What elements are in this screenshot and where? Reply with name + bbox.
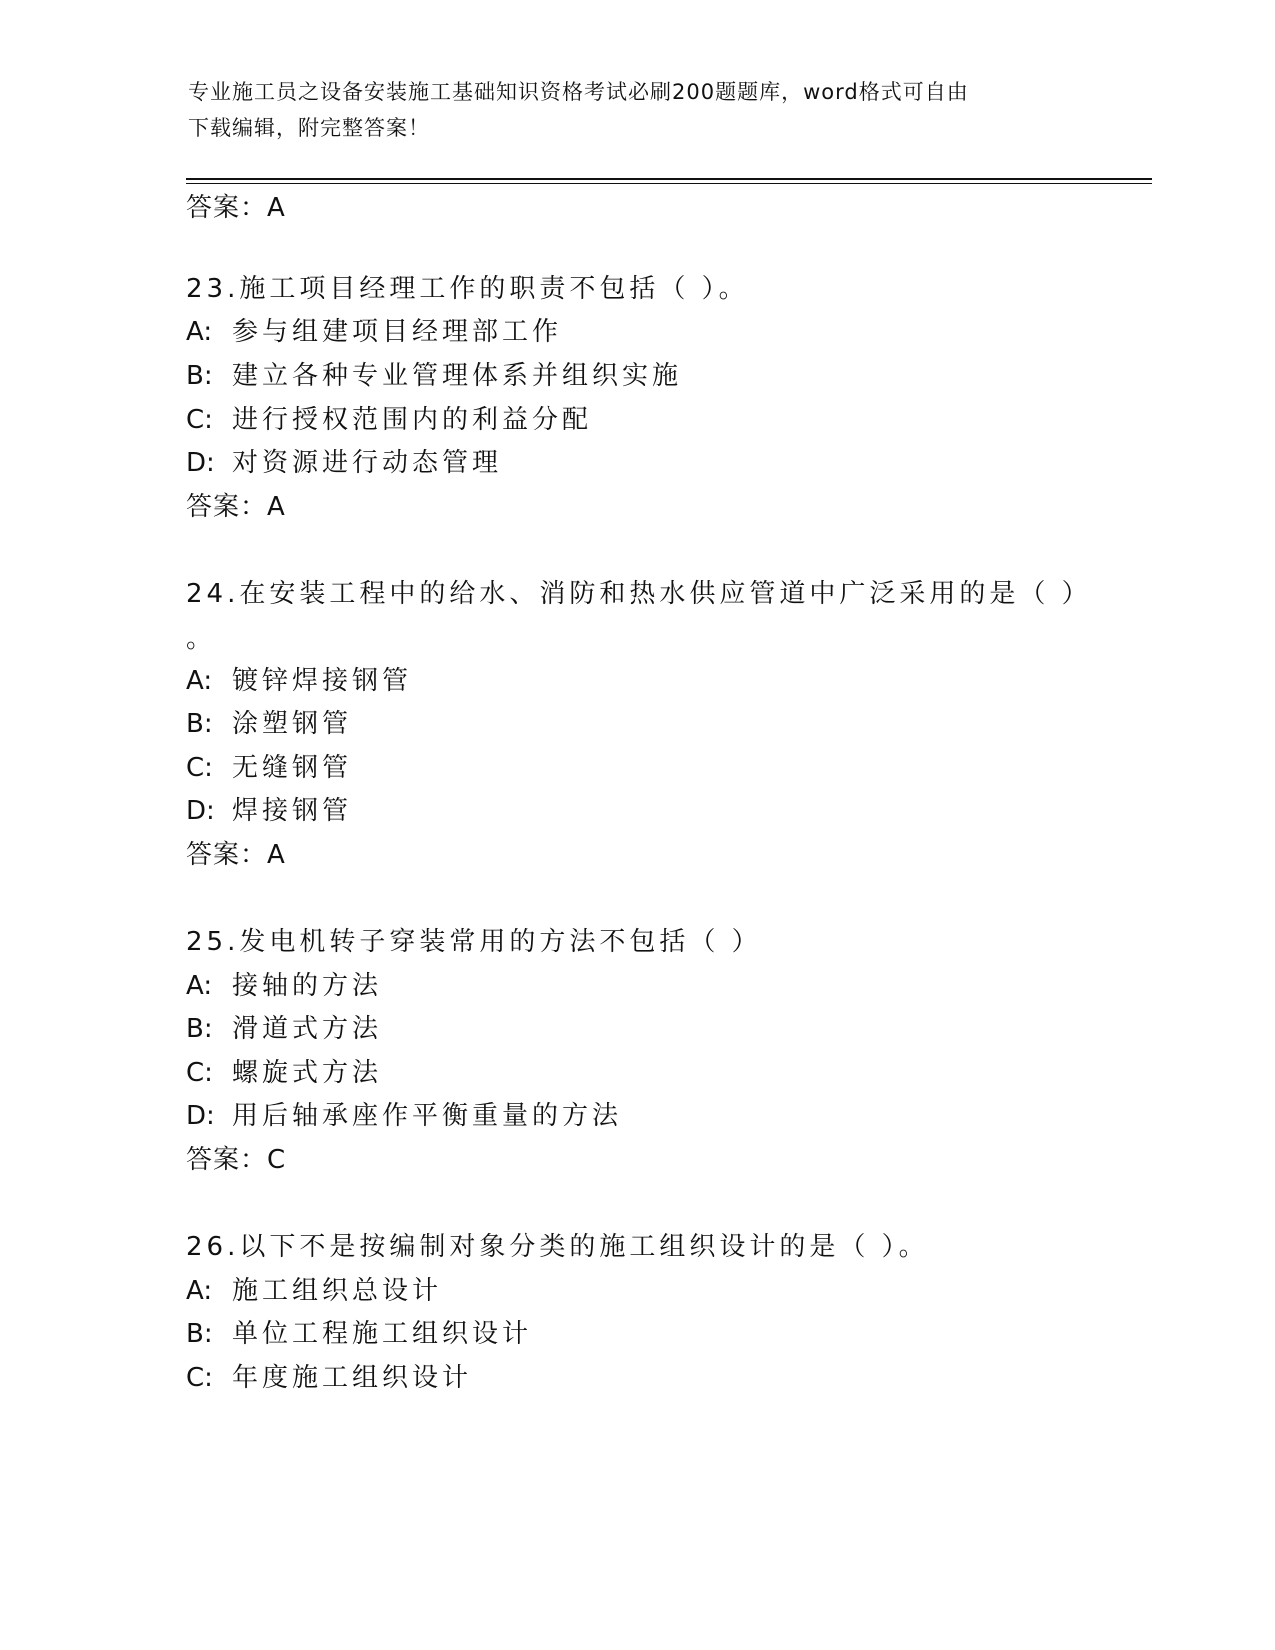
- option-text: 单位工程施工组织设计: [232, 1319, 533, 1349]
- question-23-option-c: [186, 400, 592, 440]
- question-23-option-a: [186, 312, 562, 352]
- option-text: 接轴的方法: [232, 971, 383, 1001]
- question-23-answer: 答案：A: [186, 492, 286, 522]
- option-text: 螺旋式方法: [232, 1058, 383, 1088]
- option-key: B:: [186, 1319, 213, 1349]
- header-line-2: 下载编辑，附完整答案！: [188, 116, 430, 140]
- option-key: C:: [186, 1058, 213, 1088]
- question-23-option-b: [186, 356, 682, 396]
- option-key: A:: [186, 1276, 213, 1306]
- question-25-option-b: [186, 1009, 382, 1049]
- question-25-option-c: [186, 1053, 382, 1093]
- option-text: 用后轴承座作平衡重量的方法: [232, 1101, 623, 1131]
- question-25-option-a: [186, 966, 382, 1006]
- option-key: C:: [186, 405, 213, 435]
- question-23-stem: 23.施工项目经理工作的职责不包括（ ）。: [186, 274, 749, 304]
- question-24-stem-continuation: 。: [186, 624, 217, 654]
- question-26-option-c: [186, 1358, 472, 1398]
- question-26-option-a: [186, 1271, 442, 1311]
- question-26-option-b: [186, 1314, 532, 1354]
- option-text: 无缝钢管: [232, 753, 353, 783]
- option-key: D:: [186, 796, 215, 826]
- option-text: 年度施工组织设计: [232, 1363, 473, 1393]
- option-text: 涂塑钢管: [232, 709, 353, 739]
- option-key: C:: [186, 1363, 213, 1393]
- option-key: D:: [186, 448, 215, 478]
- question-24-answer: 答案：A: [186, 840, 286, 870]
- option-text: 镀锌焊接钢管: [232, 666, 413, 696]
- option-key: C:: [186, 753, 213, 783]
- header-divider-thick: [186, 178, 1152, 180]
- question-24-option-a: [186, 661, 412, 701]
- question-25-stem: 25.发电机转子穿装常用的方法不包括（ ）: [186, 927, 762, 957]
- option-text: 滑道式方法: [232, 1014, 383, 1044]
- option-key: A:: [186, 971, 213, 1001]
- question-24-stem: 24.在安装工程中的给水、消防和热水供应管道中广泛采用的是（ ）: [186, 579, 1092, 609]
- option-key: B:: [186, 1014, 213, 1044]
- option-key: B:: [186, 709, 213, 739]
- option-key: A:: [186, 317, 213, 347]
- header-divider-thin: [186, 183, 1152, 184]
- option-key: A:: [186, 666, 213, 696]
- question-24-option-c: [186, 748, 352, 788]
- question-24-option-d: [186, 791, 352, 831]
- question-23-option-d: [186, 443, 502, 483]
- question-25-answer: 答案：C: [186, 1145, 287, 1175]
- option-text: 进行授权范围内的利益分配: [232, 405, 593, 435]
- question-26-stem: 26.以下不是按编制对象分类的施工组织设计的是（ ）。: [186, 1232, 929, 1262]
- previous-answer: 答案：A: [186, 193, 286, 223]
- option-text: 建立各种专业管理体系并组织实施: [232, 361, 683, 391]
- option-text: 焊接钢管: [232, 796, 353, 826]
- option-text: 对资源进行动态管理: [232, 448, 503, 478]
- document-header: [188, 74, 1088, 146]
- question-25-option-d: [186, 1096, 622, 1136]
- question-24-option-b: [186, 704, 352, 744]
- option-key: D:: [186, 1101, 215, 1131]
- option-text: 施工组织总设计: [232, 1276, 443, 1306]
- header-line-1: 专业施工员之设备安装施工基础知识资格考试必刷200题题库，word格式可自由: [188, 80, 969, 104]
- option-text: 参与组建项目经理部工作: [232, 317, 563, 347]
- option-key: B:: [186, 361, 213, 391]
